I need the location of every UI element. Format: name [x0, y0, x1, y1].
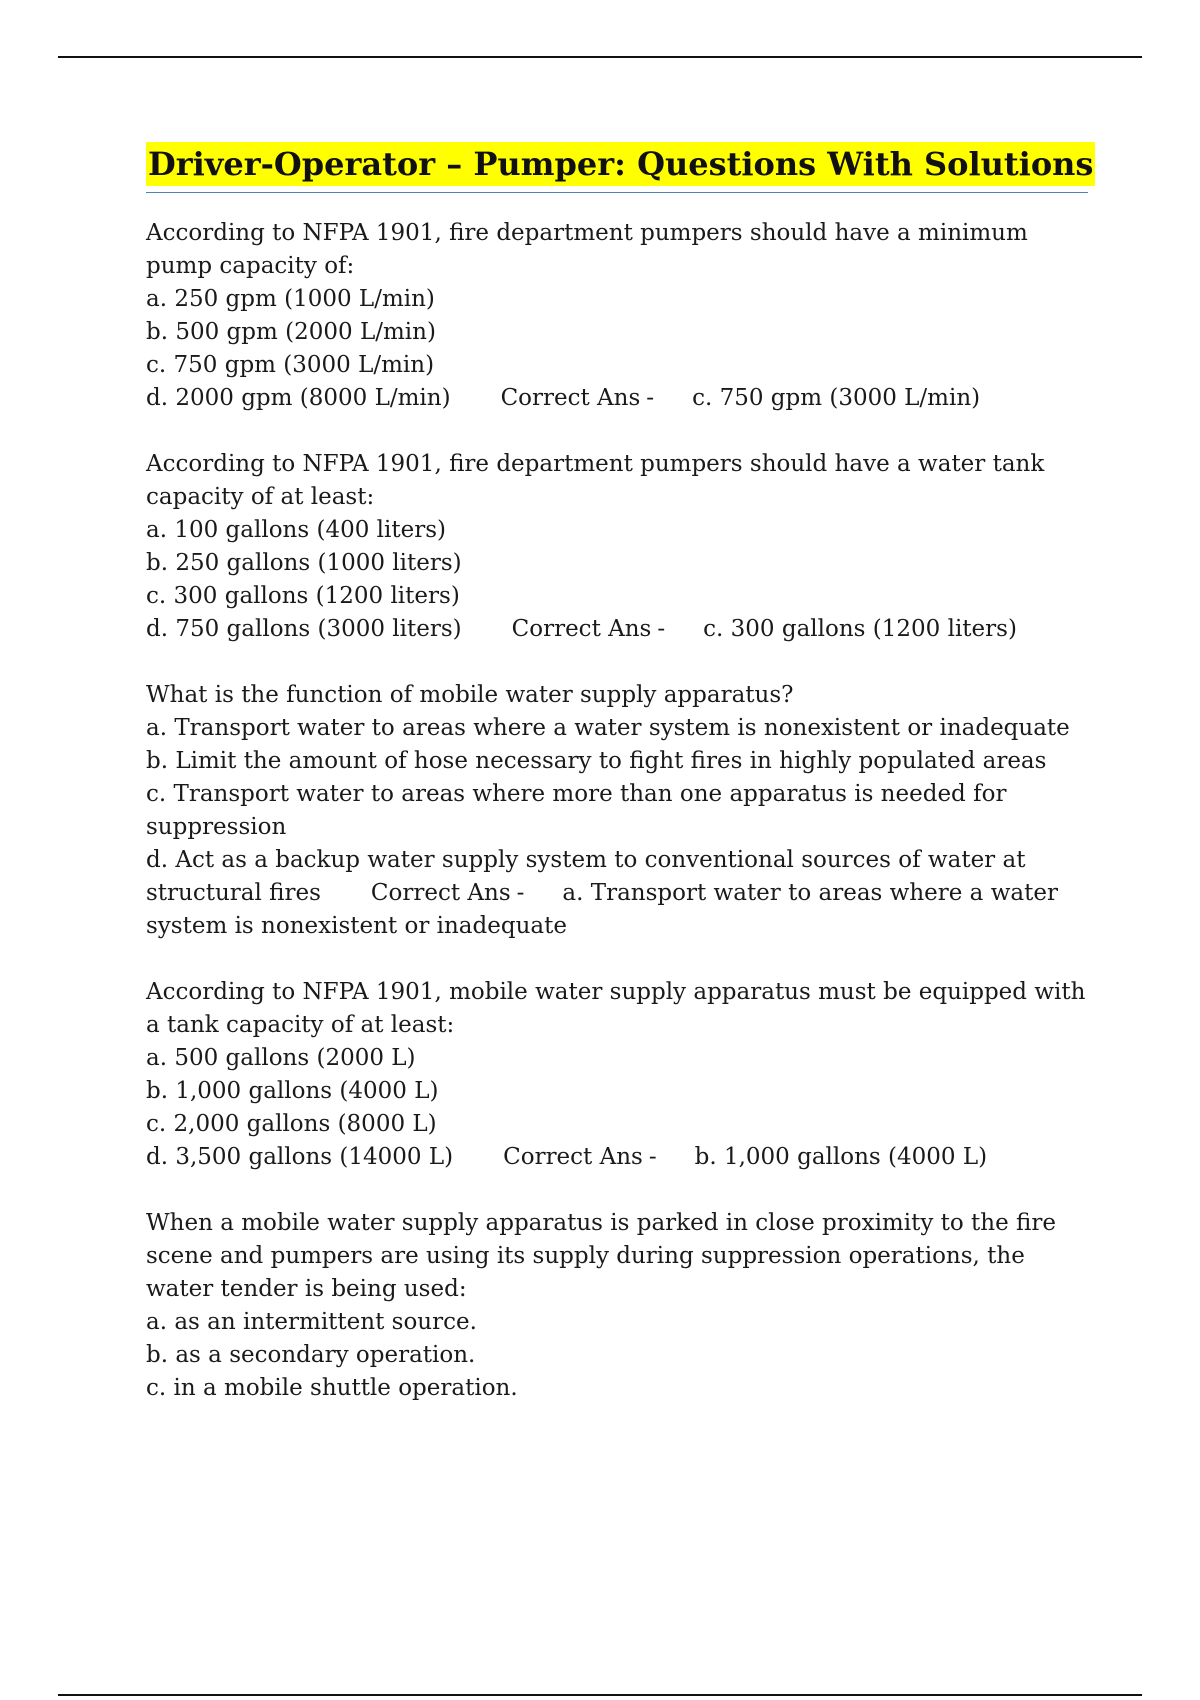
- question-prompt: When a mobile water supply apparatus is parked in close proximity to the fire scene and pumpers are using its supply during suppression operations, the water tender is being used:: [146, 1210, 1056, 1302]
- correct-answer: c. 750 gpm (3000 L/min): [692, 385, 981, 411]
- option-d: d. 3,500 gallons (14000 L): [146, 1144, 454, 1170]
- question-prompt: According to NFPA 1901, mobile water supply apparatus must be equipped with a tank capacity of at least:: [146, 979, 1086, 1038]
- option-d-with-answer: [146, 382, 1086, 415]
- option-c: c. 2,000 gallons (8000 L): [146, 1111, 437, 1137]
- correct-answer: a. Transport water to areas where a water system is nonexistent or inadequate: [146, 880, 1058, 939]
- option-a: a. 250 gpm (1000 L/min): [146, 286, 435, 312]
- correct-answer: b. 1,000 gallons (4000 L): [694, 1144, 988, 1170]
- option-b: b. 1,000 gallons (4000 L): [146, 1078, 439, 1104]
- title-block: [146, 142, 1094, 193]
- option-b: b. 250 gallons (1000 liters): [146, 550, 462, 576]
- option-b: b. as a secondary operation.: [146, 1342, 476, 1368]
- option-c: c. 300 gallons (1200 liters): [146, 583, 460, 609]
- document-body: [146, 142, 1094, 1438]
- option-d: d. 750 gallons (3000 liters): [146, 616, 462, 642]
- question-prompt: What is the function of mobile water supply apparatus?: [146, 682, 794, 708]
- option-c: c. Transport water to areas where more than one apparatus is needed for suppression: [146, 781, 1007, 840]
- page-title: Driver-Operator – Pumper: Questions With Solutions: [146, 142, 1095, 186]
- question-2: [146, 448, 1086, 646]
- option-d: d. 2000 gpm (8000 L/min): [146, 385, 451, 411]
- question-prompt: According to NFPA 1901, fire department pumpers should have a water tank capacity of at least:: [146, 451, 1045, 510]
- option-d-with-answer: [146, 613, 1086, 646]
- footer-rule: [58, 1694, 1142, 1696]
- question-5: [146, 1207, 1086, 1405]
- option-b: b. Limit the amount of hose necessary to fight fires in highly populated areas: [146, 748, 1047, 774]
- correct-answer-label: Correct Ans -: [503, 1144, 657, 1170]
- option-d: d. Act as a backup water supply system to conventional sources of water at structural fires: [146, 847, 1026, 906]
- header-rule: [58, 56, 1142, 58]
- option-b: b. 500 gpm (2000 L/min): [146, 319, 436, 345]
- option-c: c. 750 gpm (3000 L/min): [146, 352, 435, 378]
- question-4: [146, 976, 1086, 1174]
- correct-answer-label: Correct Ans -: [500, 385, 655, 411]
- question-3: [146, 679, 1086, 943]
- question-1: [146, 217, 1086, 415]
- correct-answer-label: Correct Ans -: [511, 616, 666, 642]
- correct-answer-label: Correct Ans -: [370, 880, 525, 906]
- question-prompt: According to NFPA 1901, fire department pumpers should have a minimum pump capacity of:: [146, 220, 1028, 279]
- option-a: a. Transport water to areas where a water system is nonexistent or inadequate: [146, 715, 1070, 741]
- option-a: a. 500 gallons (2000 L): [146, 1045, 416, 1071]
- option-c: c. in a mobile shuttle operation.: [146, 1375, 518, 1401]
- option-d-with-answer: [146, 1141, 1086, 1174]
- option-a: a. 100 gallons (400 liters): [146, 517, 446, 543]
- option-a: a. as an intermittent source.: [146, 1309, 477, 1335]
- correct-answer: c. 300 gallons (1200 liters): [703, 616, 1017, 642]
- option-d-with-answer: [146, 844, 1086, 943]
